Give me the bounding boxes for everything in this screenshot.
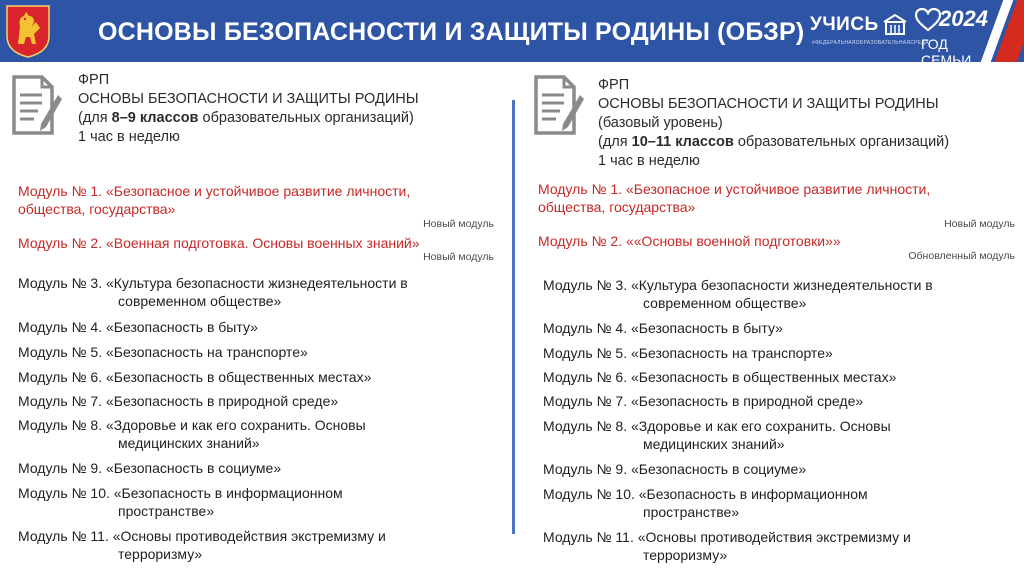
new-module-note: Новый модуль <box>423 251 494 263</box>
uchis-logo-subtitle: #ФЕДЕРАЛЬНАЯОБРАЗОВАТЕЛЬНАЯСРЕДА <box>812 40 929 46</box>
new-module-note: Новый модуль <box>423 218 494 230</box>
module-8: Модуль № 8. «Здоровье и как его сохранить. Основы медицинских знаний» <box>18 417 366 451</box>
module-8: Модуль № 8. «Здоровье и как его сохранить. Основы медицинских знаний» <box>543 418 891 452</box>
module-1: Модуль № 1. «Безопасное и устойчивое развитие личности, общества, государства» <box>538 181 931 215</box>
module-10: Модуль № 10. «Безопасность в информационном пространстве» <box>543 486 868 520</box>
uchis-logo <box>810 12 929 52</box>
module-7: Модуль № 7. «Безопасность в природной среде» <box>18 393 339 409</box>
module-1: Модуль № 1. «Безопасное и устойчивое развитие личности, общества, государства» <box>18 183 411 217</box>
module-3: Модуль № 3. «Культура безопасности жизнедеятельности в современном обществе» <box>543 277 933 311</box>
module-6: Модуль № 6. «Безопасность в общественных местах» <box>18 369 372 385</box>
module-2: Модуль № 2. ««Основы военной подготовки»» <box>538 233 841 249</box>
module-9: Модуль № 9. «Безопасность в социуме» <box>18 460 282 476</box>
frp-block-10-11 <box>598 76 949 171</box>
frp-hours: 1 час в неделю <box>78 129 180 145</box>
year-label: 2024 <box>939 6 988 31</box>
frp-block-8-9 <box>78 71 419 147</box>
module-10: Модуль № 10. «Безопасность в информационном пространстве» <box>18 485 343 519</box>
module-3: Модуль № 3. «Культура безопасности жизнедеятельности в современном обществе» <box>18 275 408 309</box>
column-divider <box>512 100 515 534</box>
year-of-family-label: ГОД СЕМЬИ <box>921 36 972 68</box>
frp-hours: 1 час в неделю <box>598 153 700 169</box>
header-bar <box>0 0 1024 68</box>
module-5: Модуль № 5. «Безопасность на транспорте» <box>543 345 833 361</box>
module-4: Модуль № 4. «Безопасность в быту» <box>18 319 258 335</box>
module-4: Модуль № 4. «Безопасность в быту» <box>543 320 783 336</box>
frp-program-title: ОСНОВЫ БЕЗОПАСНОСТИ И ЗАЩИТЫ РОДИНЫ <box>78 91 419 107</box>
module-7: Модуль № 7. «Безопасность в природной среде» <box>543 393 864 409</box>
document-edit-icon <box>534 75 584 137</box>
updated-module-note: Обновленный модуль <box>908 250 1015 262</box>
document-edit-icon <box>12 75 62 137</box>
frp-grades: (для 8–9 классов образовательных организаций) <box>78 110 414 126</box>
module-11: Модуль № 11. «Основы противодействия экстремизму и терроризму» <box>543 529 911 563</box>
module-11: Модуль № 11. «Основы противодействия экстремизму и терроризму» <box>18 528 386 562</box>
page-title: ОСНОВЫ БЕЗОПАСНОСТИ И ЗАЩИТЫ РОДИНЫ (ОБЗР) <box>98 18 805 46</box>
frp-label: ФРП <box>598 77 630 93</box>
module-5: Модуль № 5. «Безопасность на транспорте» <box>18 344 308 360</box>
new-module-note: Новый модуль <box>944 218 1015 230</box>
frp-level: (базовый уровень) <box>598 115 723 131</box>
year-of-family-logo <box>915 4 990 68</box>
module-6: Модуль № 6. «Безопасность в общественных местах» <box>543 369 897 385</box>
coat-of-arms-icon <box>4 4 52 58</box>
module-9: Модуль № 9. «Безопасность в социуме» <box>543 461 807 477</box>
frp-label: ФРП <box>78 72 110 88</box>
module-2: Модуль № 2. «Военная подготовка. Основы военных знаний» <box>18 235 420 251</box>
uchis-logo-text: УЧИСЬ <box>810 14 879 35</box>
heart-icon <box>915 8 941 32</box>
frp-grades: (для 10–11 классов образовательных организаций) <box>598 134 950 150</box>
frp-program-title: ОСНОВЫ БЕЗОПАСНОСТИ И ЗАЩИТЫ РОДИНЫ <box>598 96 939 112</box>
school-building-icon <box>882 12 908 38</box>
